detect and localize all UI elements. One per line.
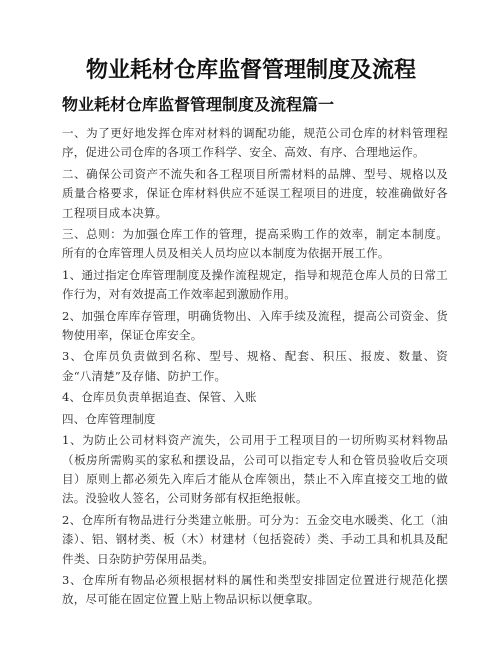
paragraph-item-1: 1、通过指定仓库管理制度及操作流程规定，指导和规范仓库人员的日常工作行为，对有效提高工作效率起到激励作用。 <box>62 267 448 302</box>
paragraph-item-2: 2、加强仓库库存管理，明确货物出、入库手续及流程，提高公司资金、货物使用率，保证仓库安全。 <box>62 308 448 343</box>
document-title: 物业耗材仓库监督管理制度及流程 <box>85 58 416 83</box>
paragraph-assets: 二、确保公司资产不流失和各工程项目所需材料的品牌、型号、规格以及质量合格要求，保证仓库材料供应不延误工程项目的进度，较准确做好各工程项目成本决算。 <box>62 166 448 220</box>
paragraph-rule-2: 2、仓库所有物品进行分类建立帐册。可分为：五金交电水暖类、化工（油漆）、铝、钢材类、板（木）材建材（包括瓷砖）类、手动工具和机具及配件类、日杂防护劳保用品类。 <box>62 512 448 566</box>
document-body <box>62 124 448 612</box>
paragraph-general: 三、总则：为加强仓库工作的管理，提高采购工作的效率，制定本制度。所有的仓库管理人员及相关人员均应以本制度为依据开展工作。 <box>62 227 448 261</box>
paragraph-purpose: 一、为了更好地发挥仓库对材料的调配功能，规范公司仓库的材料管理程序，促进公司仓库的各项工作科学、安全、高效、有序、合理地运作。 <box>62 126 448 160</box>
paragraph-section-4: 四、仓库管理制度 <box>62 411 156 426</box>
section-heading: 物业耗材仓库监督管理制度及流程篇一 <box>62 95 335 114</box>
paragraph-rule-1: 1、为防止公司材料资产流失，公司用于工程项目的一切所购买材料物品（板房所需购买的家私和摆设品，公司可以指定专人和仓管员验收后交项目）原则上都必须先入库后才能从仓库领出，禁止不入库直接交工地的做法。没验收人签名，公司财务部有权拒绝报帐。 <box>62 433 448 506</box>
paragraph-rule-3: 3、仓库所有物品必须根据材料的属性和类型安排固定位置进行规范化摆放，尽可能在固定位置上贴上物品识标以便拿取。 <box>62 572 448 607</box>
paragraph-item-3: 3、仓库员负责做到名称、型号、规格、配套、积压、报废、数量、资金“八清楚”及存储、防护工作。 <box>62 349 448 383</box>
paragraph-item-4: 4、仓库员负责单据追查、保管、入账 <box>62 390 257 405</box>
